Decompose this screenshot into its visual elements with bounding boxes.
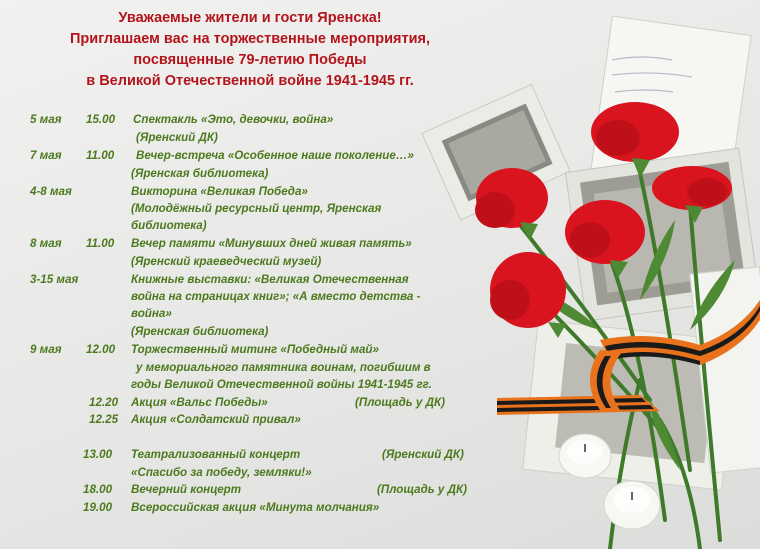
event-details: война на страницах книг»; «А вместо детства -: [131, 290, 421, 303]
event-details: библиотека): [131, 219, 207, 232]
event-time: 11.00: [86, 237, 115, 250]
event-title: Викторина «Великая Победа»: [131, 185, 308, 198]
event-title: Торжественный митинг «Победный май»: [131, 343, 379, 356]
event-time: 12.20: [89, 396, 119, 409]
event-details: (Яренский ДК): [136, 131, 218, 144]
event-date: 9 мая: [30, 343, 62, 356]
event-details: (Яренский краеведческий музей): [131, 255, 322, 268]
heading-line: Уважаемые жители и гости Яренска!: [118, 10, 382, 26]
event-date: 8 мая: [30, 237, 62, 250]
event-time: 19.00: [83, 501, 113, 514]
event-date: 3-15 мая: [30, 273, 79, 286]
event-details: годы Великой Отечественной войны 1941-1945 гг.: [131, 378, 432, 391]
event-title: Спектакль «Это, девочки, война»: [133, 113, 334, 126]
heading-line: Приглашаем вас на торжественные мероприятия,: [70, 31, 430, 47]
event-time: 12.25: [89, 413, 119, 426]
event-title: Вечер памяти «Минувших дней живая память»: [131, 237, 412, 250]
event-title: Вечерний концерт: [131, 483, 242, 496]
event-place: (Яренский ДК): [382, 448, 464, 461]
event-title: Вечер-встреча «Особенное наше поколение…»: [136, 149, 414, 162]
invitation-heading: [0, 8, 500, 92]
event-date: 4-8 мая: [30, 185, 72, 198]
event-time: 15.00: [86, 113, 116, 126]
event-title: Акция «Солдатский привал»: [131, 413, 301, 426]
event-place: (Площадь у ДК): [377, 483, 467, 496]
event-title: Всероссийская акция «Минута молчания»: [131, 501, 380, 514]
event-time: 12.00: [86, 343, 116, 356]
event-place: (Площадь у ДК): [355, 396, 445, 409]
heading-line: в Великой Отечественной войне 1941-1945 гг.: [86, 73, 414, 89]
event-details: (Молодёжный ресурсный центр, Яренская: [131, 202, 382, 215]
events-schedule: [0, 111, 500, 541]
event-title: Книжные выставки: «Великая Отечественная: [131, 273, 409, 286]
event-title: Театрализованный концерт: [131, 448, 301, 461]
heading-line: посвященные 79-летию Победы: [133, 52, 367, 68]
event-time: 13.00: [83, 448, 113, 461]
event-details: (Яренская библиотека): [131, 325, 269, 338]
event-date: 7 мая: [30, 149, 62, 162]
event-time: 18.00: [83, 483, 113, 496]
event-details: у мемориального памятника воинам, погибшим в: [136, 361, 431, 374]
event-details: война»: [131, 307, 172, 320]
event-time: 11.00: [86, 149, 115, 162]
event-date: 5 мая: [30, 113, 62, 126]
event-title: Акция «Вальс Победы»: [131, 396, 268, 409]
event-details: «Спасибо за победу, земляки!»: [131, 466, 312, 479]
event-details: (Яренская библиотека): [131, 167, 269, 180]
